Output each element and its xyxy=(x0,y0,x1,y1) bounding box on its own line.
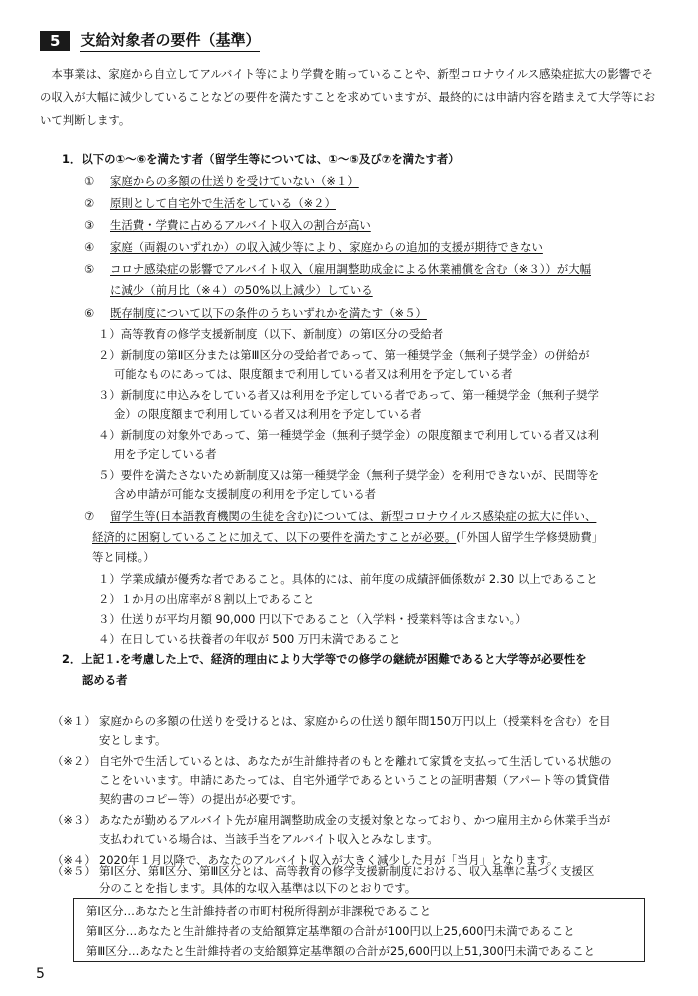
item-6-sub-4-cont: 用を予定している者 xyxy=(114,447,217,461)
item-7-sub-4: ４）在日している扶養者の年収が 500 万円未満であること xyxy=(98,632,401,646)
intro-paragraph: 本事業は、家庭から自立してアルバイト等により学費を賄っていることや、新型コロナウイルス感染症拡大の影響でその収入が大幅に減少していることなどの要件を満たすことを求めていますが、最終的には申請内容を踏まえて大学等において判断します。 xyxy=(40,67,656,127)
item-5-mark: ⑤ xyxy=(84,262,95,276)
note-4-label: （※４） xyxy=(52,853,96,867)
item-2-text: 原則として自宅外で生活をしている（※２） xyxy=(110,196,336,210)
item-5-text-cont: に減少（前月比（※４）の50%以上減少）している xyxy=(110,283,373,297)
requirement-1-heading: 1．以下の①～⑥を満たす者（留学生等については、①～⑤及び⑦を満たす者） xyxy=(62,152,460,166)
item-6-sub-5-cont: 含め申請が可能な支援制度の利用を予定している者 xyxy=(114,487,376,501)
item-4-text: 家庭（両親のいずれか）の収入減少等により、家庭からの追加的支援が期待できない xyxy=(110,240,543,254)
item-6-mark: ⑥ xyxy=(84,306,95,320)
section-title xyxy=(40,30,260,52)
requirement-2-heading-cont: 認める者 xyxy=(82,673,128,687)
note-2-line-1: 自宅外で生活しているとは、あなたが生計維持者のもとを離れて家賃を支払って生活している状態の xyxy=(99,754,612,768)
note-1-line-2: 安とします。 xyxy=(99,733,167,747)
item-7-sub-3: ３）仕送りが平均月額 90,000 円以下であること（入学料・授業料等は含まない。） xyxy=(98,612,527,626)
item-6-sub-3-cont: 金）の限度額まで利用している者又は利用を予定している者 xyxy=(114,407,422,421)
note-3-line-2: 支払われている場合は、当該手当をアルバイト収入とみなします。 xyxy=(99,832,439,846)
item-3-text: 生活費・学費に占めるアルバイト収入の割合が高い xyxy=(110,218,371,232)
item-7-mark: ⑦ xyxy=(84,509,95,523)
item-6-sub-5: ５）要件を満たさないため新制度又は第一種奨学金（無利子奨学金）を利用できないが、民間等を xyxy=(98,468,600,482)
item-4-mark: ④ xyxy=(84,240,95,254)
item-7-line-3: 等と同様。） xyxy=(92,550,155,564)
note-5-line-2: 分のことを指します。具体的な収入基準は以下のとおりです。 xyxy=(99,881,417,895)
income-tier-1: 第Ⅰ区分…あなたと生計維持者の市町村税所得割が非課税であること xyxy=(86,904,432,918)
item-6-sub-2: ２）新制度の第Ⅱ区分または第Ⅲ区分の受給者であって、第一種奨学金（無利子奨学金）の併給が xyxy=(98,348,590,362)
item-6-sub-1: １）高等教育の修学支援新制度（以下、新制度）の第Ⅰ区分の受給者 xyxy=(98,327,444,341)
note-1-line-1: 家庭からの多額の仕送りを受けるとは、家庭からの仕送り額年間150万円以上（授業料を含む）を目 xyxy=(99,714,611,728)
item-7-line-2: 経済的に困窮していることに加えて、以下の要件を満たすことが必要。(「外国人留学生学修奨励費」 xyxy=(92,530,604,544)
item-6-sub-4: ４）新制度の対象外であって、第一種奨学金（無利子奨学金）の限度額まで利用している者又は利 xyxy=(98,428,599,442)
section-number: 5 xyxy=(40,31,70,51)
requirement-2-heading: 2．上記１.を考慮した上で、経済的理由により大学等での修学の継続が困難であると大学等が必要性を xyxy=(62,652,587,666)
item-1-mark: ① xyxy=(84,174,95,188)
item-7-sub-2: ２）１か月の出席率が８割以上であること xyxy=(98,592,315,606)
item-5-text: コロナ感染症の影響でアルバイト収入（雇用調整助成金による休業補償を含む（※３））が大幅 xyxy=(110,262,591,276)
income-tier-3: 第Ⅲ区分…あなたと生計維持者の支給額算定基準額の合計が25,600円以上51,300円未満であること xyxy=(86,944,596,958)
note-2-line-3: 契約書のコピー等）の提出が必要です。 xyxy=(99,792,303,806)
note-1-label: （※１） xyxy=(52,714,96,728)
page-number: 5 xyxy=(36,966,45,982)
item-3-mark: ③ xyxy=(84,218,95,232)
item-1-text: 家庭からの多額の仕送りを受けていない（※１） xyxy=(110,174,359,188)
section-heading: 支給対象者の要件（基準） xyxy=(80,30,260,52)
note-4-line-1: 2020年１月以降で、あなたのアルバイト収入が大きく減少した月が「当月」となります。 xyxy=(99,853,559,867)
item-6-text: 既存制度について以下の条件のうちいずれかを満たす（※５） xyxy=(110,306,427,320)
item-6-sub-2-cont: 可能なものにあっては、限度額まで利用している者又は利用を予定している者 xyxy=(114,367,513,381)
item-7-sub-1: １）学業成績が優秀な者であること。具体的には、前年度の成績評価係数が 2.30 以上であること xyxy=(98,572,598,586)
income-tier-2: 第Ⅱ区分…あなたと生計維持者の支給額算定基準額の合計が100円以上25,600円未満であること xyxy=(86,924,575,938)
note-3-label: （※３） xyxy=(52,813,96,827)
income-criteria-box xyxy=(73,898,645,962)
note-2-line-2: ことをいいます。申請にあたっては、自宅外通学であるということの証明書類（アパート等の賃貸借 xyxy=(99,773,610,787)
item-6-sub-3: ３）新制度に申込みをしている者又は利用を予定している者であって、第一種奨学金（無利子奨学 xyxy=(98,388,599,402)
note-5-line-1: 第Ⅰ区分、第Ⅱ区分、第Ⅲ区分とは、高等教育の修学支援新制度における、収入基準に基づく支援区 xyxy=(99,864,595,878)
item-2-mark: ② xyxy=(84,196,95,210)
note-5-label: （※５） xyxy=(52,864,96,878)
note-3-line-1: あなたが勤めるアルバイト先が雇用調整助成金の支援対象となっており、かつ雇用主から休業手当が xyxy=(99,813,611,827)
item-7-line-1: 留学生等(日本語教育機関の生徒を含む)については、新型コロナウイルス感染症の拡大に伴い、 xyxy=(110,509,597,523)
note-2-label: （※２） xyxy=(52,754,96,768)
